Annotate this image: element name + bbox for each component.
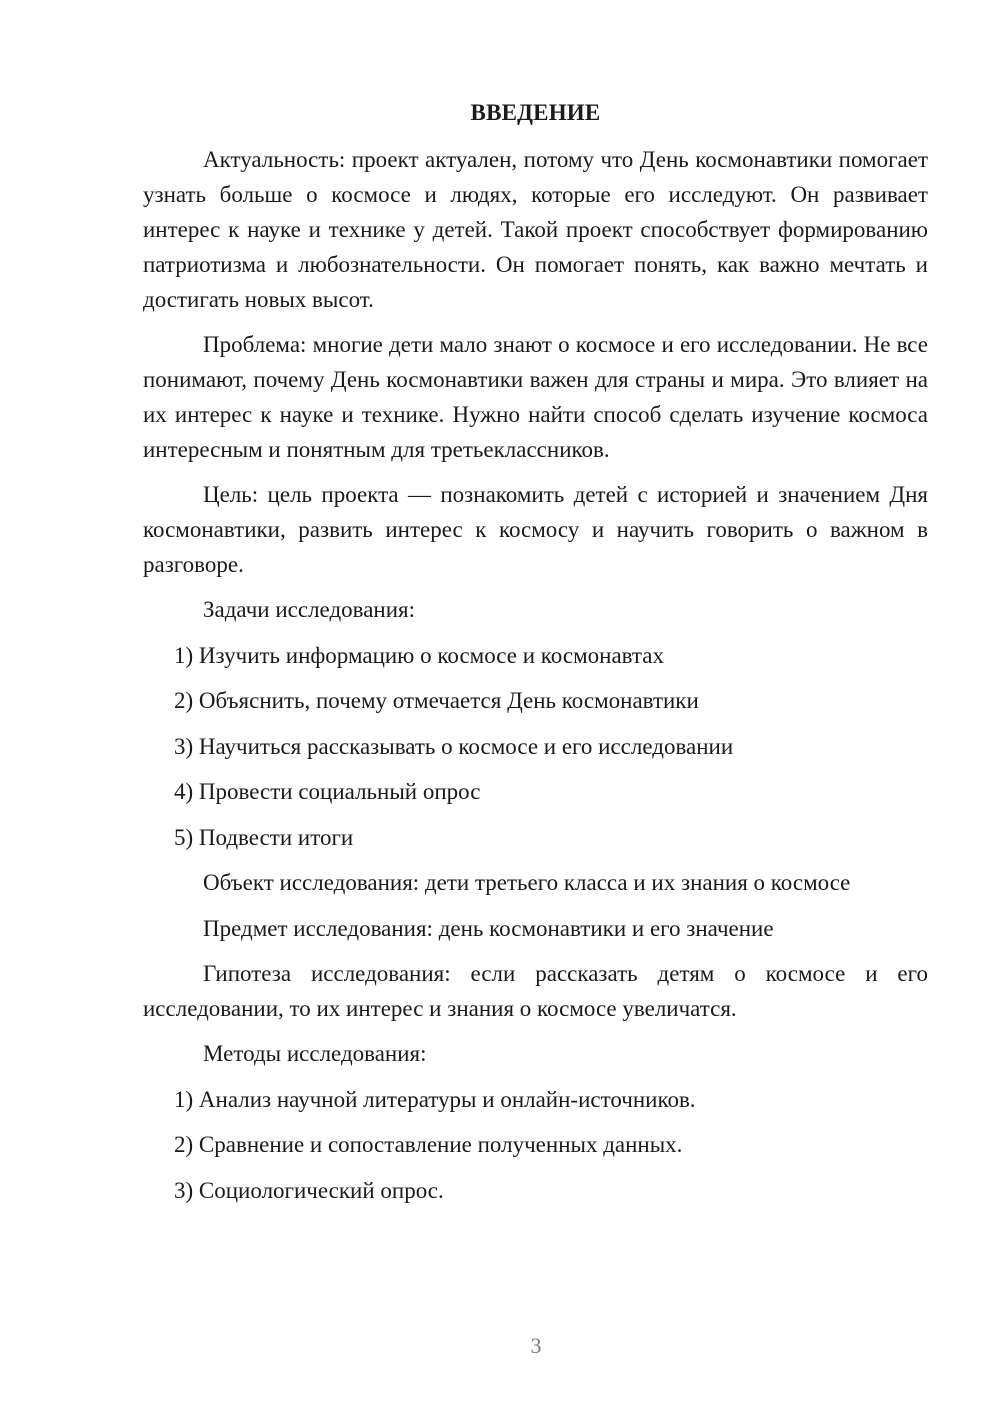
list-item: 1) Анализ научной литературы и онлайн-источников. xyxy=(174,1086,696,1112)
methods-heading: Методы исследования: xyxy=(203,1041,427,1066)
list-item: 1) Изучить информацию о космосе и космонавтах xyxy=(174,642,664,668)
list-item: 3) Социологический опрос. xyxy=(174,1177,444,1203)
problem-paragraph: Проблема: многие дети мало знают о космосе и его исследовании. Не все понимают, почему День космонавтики важен для страны и мира. Это влияет на их интерес к науке и технике. Нужно найти способ сделать изучение космоса интересным и понятным для третьеклассников. xyxy=(143,332,928,462)
list-item: 4) Провести социальный опрос xyxy=(174,779,481,804)
relevance-paragraph: Актуальность: проект актуален, потому что День космонавтики помогает узнать больше о космосе и людях, которые его исследуют. Он развивает интерес к науке и технике у детей. Такой проект способствует формированию патриотизма и любознательности. Он помогает понять, как важно мечтать и достигать новых высот. xyxy=(143,147,928,312)
list-item: 2) Объяснить, почему отмечается День космонавтики xyxy=(174,688,699,713)
list-item: 5) Подвести итоги xyxy=(174,824,354,850)
list-item: 2) Сравнение и сопоставление полученных данных. xyxy=(174,1132,683,1157)
methods-list xyxy=(143,1082,928,1219)
page-content xyxy=(143,95,928,1218)
research-object: Объект исследования: дети третьего класса и их знания о космосе xyxy=(203,870,851,895)
research-subject: Предмет исследования: день космонавтики и его значение xyxy=(203,915,774,941)
goal-paragraph: Цель: цель проекта — познакомить детей с историей и значением Дня космонавтики, развить интерес к космосу и научить говорить о важном в разговоре. xyxy=(143,482,928,577)
list-item: 3) Научиться рассказывать о космосе и его исследовании xyxy=(174,733,734,759)
tasks-heading: Задачи исследования: xyxy=(203,597,416,622)
page-title: ВВЕДЕНИЕ xyxy=(470,100,601,125)
hypothesis-paragraph: Гипотеза исследования: если рассказать детям о космосе и его исследовании, то их интерес и знания о космосе увеличатся. xyxy=(143,961,928,1021)
tasks-list xyxy=(143,638,928,866)
page-number: 3 xyxy=(530,1333,542,1358)
